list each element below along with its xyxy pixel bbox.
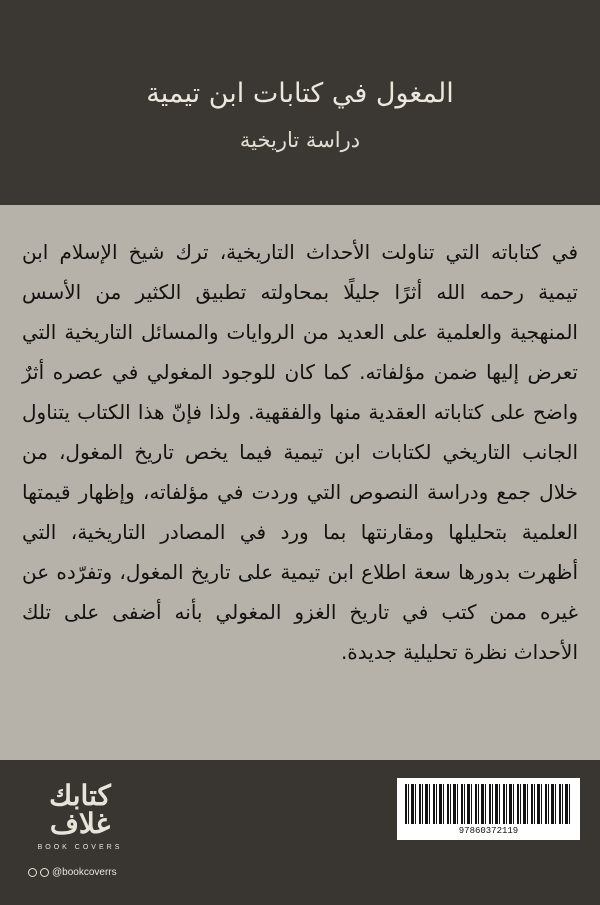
publisher-logo-english: BOOK COVERS — [37, 844, 123, 851]
back-cover-blurb: في كتاباته التي تناولت الأحداث التاريخية، ترك شيخ الإسلام ابن تيمية رحمه الله أثرًا جليلًا بمحاولته تطبيق الكثير من الأسس المنهجية والعلمية على العديد من الروايات والمسائل التاريخية التي تعرض إليها ضمن مؤلفاته. كما كان للوجود المغولي في عصره أثرٌ واضح على كتاباته العقدية منها والفقهية. ولذا فإنّ هذا الكتاب يتناول الجانب التاريخي لكتابات ابن تيمية فيما يخص تاريخ المغول، من خلال جمع ودراسة النصوص التي وردت في مؤلفاته، وإظهار قيمتها العلمية بتحليلها ومقارنتها بما ورد في المصادر التاريخية، التي أظهرت بدورها سعة اطلاع ابن تيمية على تاريخ المغول، وتفرّده عن غيره ممن كتب في تاريخ الغزو المغولي بأنه أضفى على تلك الأحداث نظرة تحليلية جديدة. — [22, 240, 578, 664]
barcode-bars — [405, 784, 572, 824]
social-handle — [28, 867, 117, 878]
isbn-barcode — [397, 778, 580, 840]
barcode-number: 97860372119 — [458, 826, 519, 836]
book-title: المغول في كتابات ابن تيمية — [146, 78, 454, 109]
publisher-logo — [20, 779, 140, 851]
book-subtitle: دراسة تاريخية — [239, 128, 361, 152]
social-handle-text: @bookcoverrs — [52, 867, 117, 878]
publisher-logo-arabic: كتابك غلاف — [49, 779, 111, 840]
instagram-icon — [28, 868, 37, 877]
twitter-icon — [40, 868, 49, 877]
